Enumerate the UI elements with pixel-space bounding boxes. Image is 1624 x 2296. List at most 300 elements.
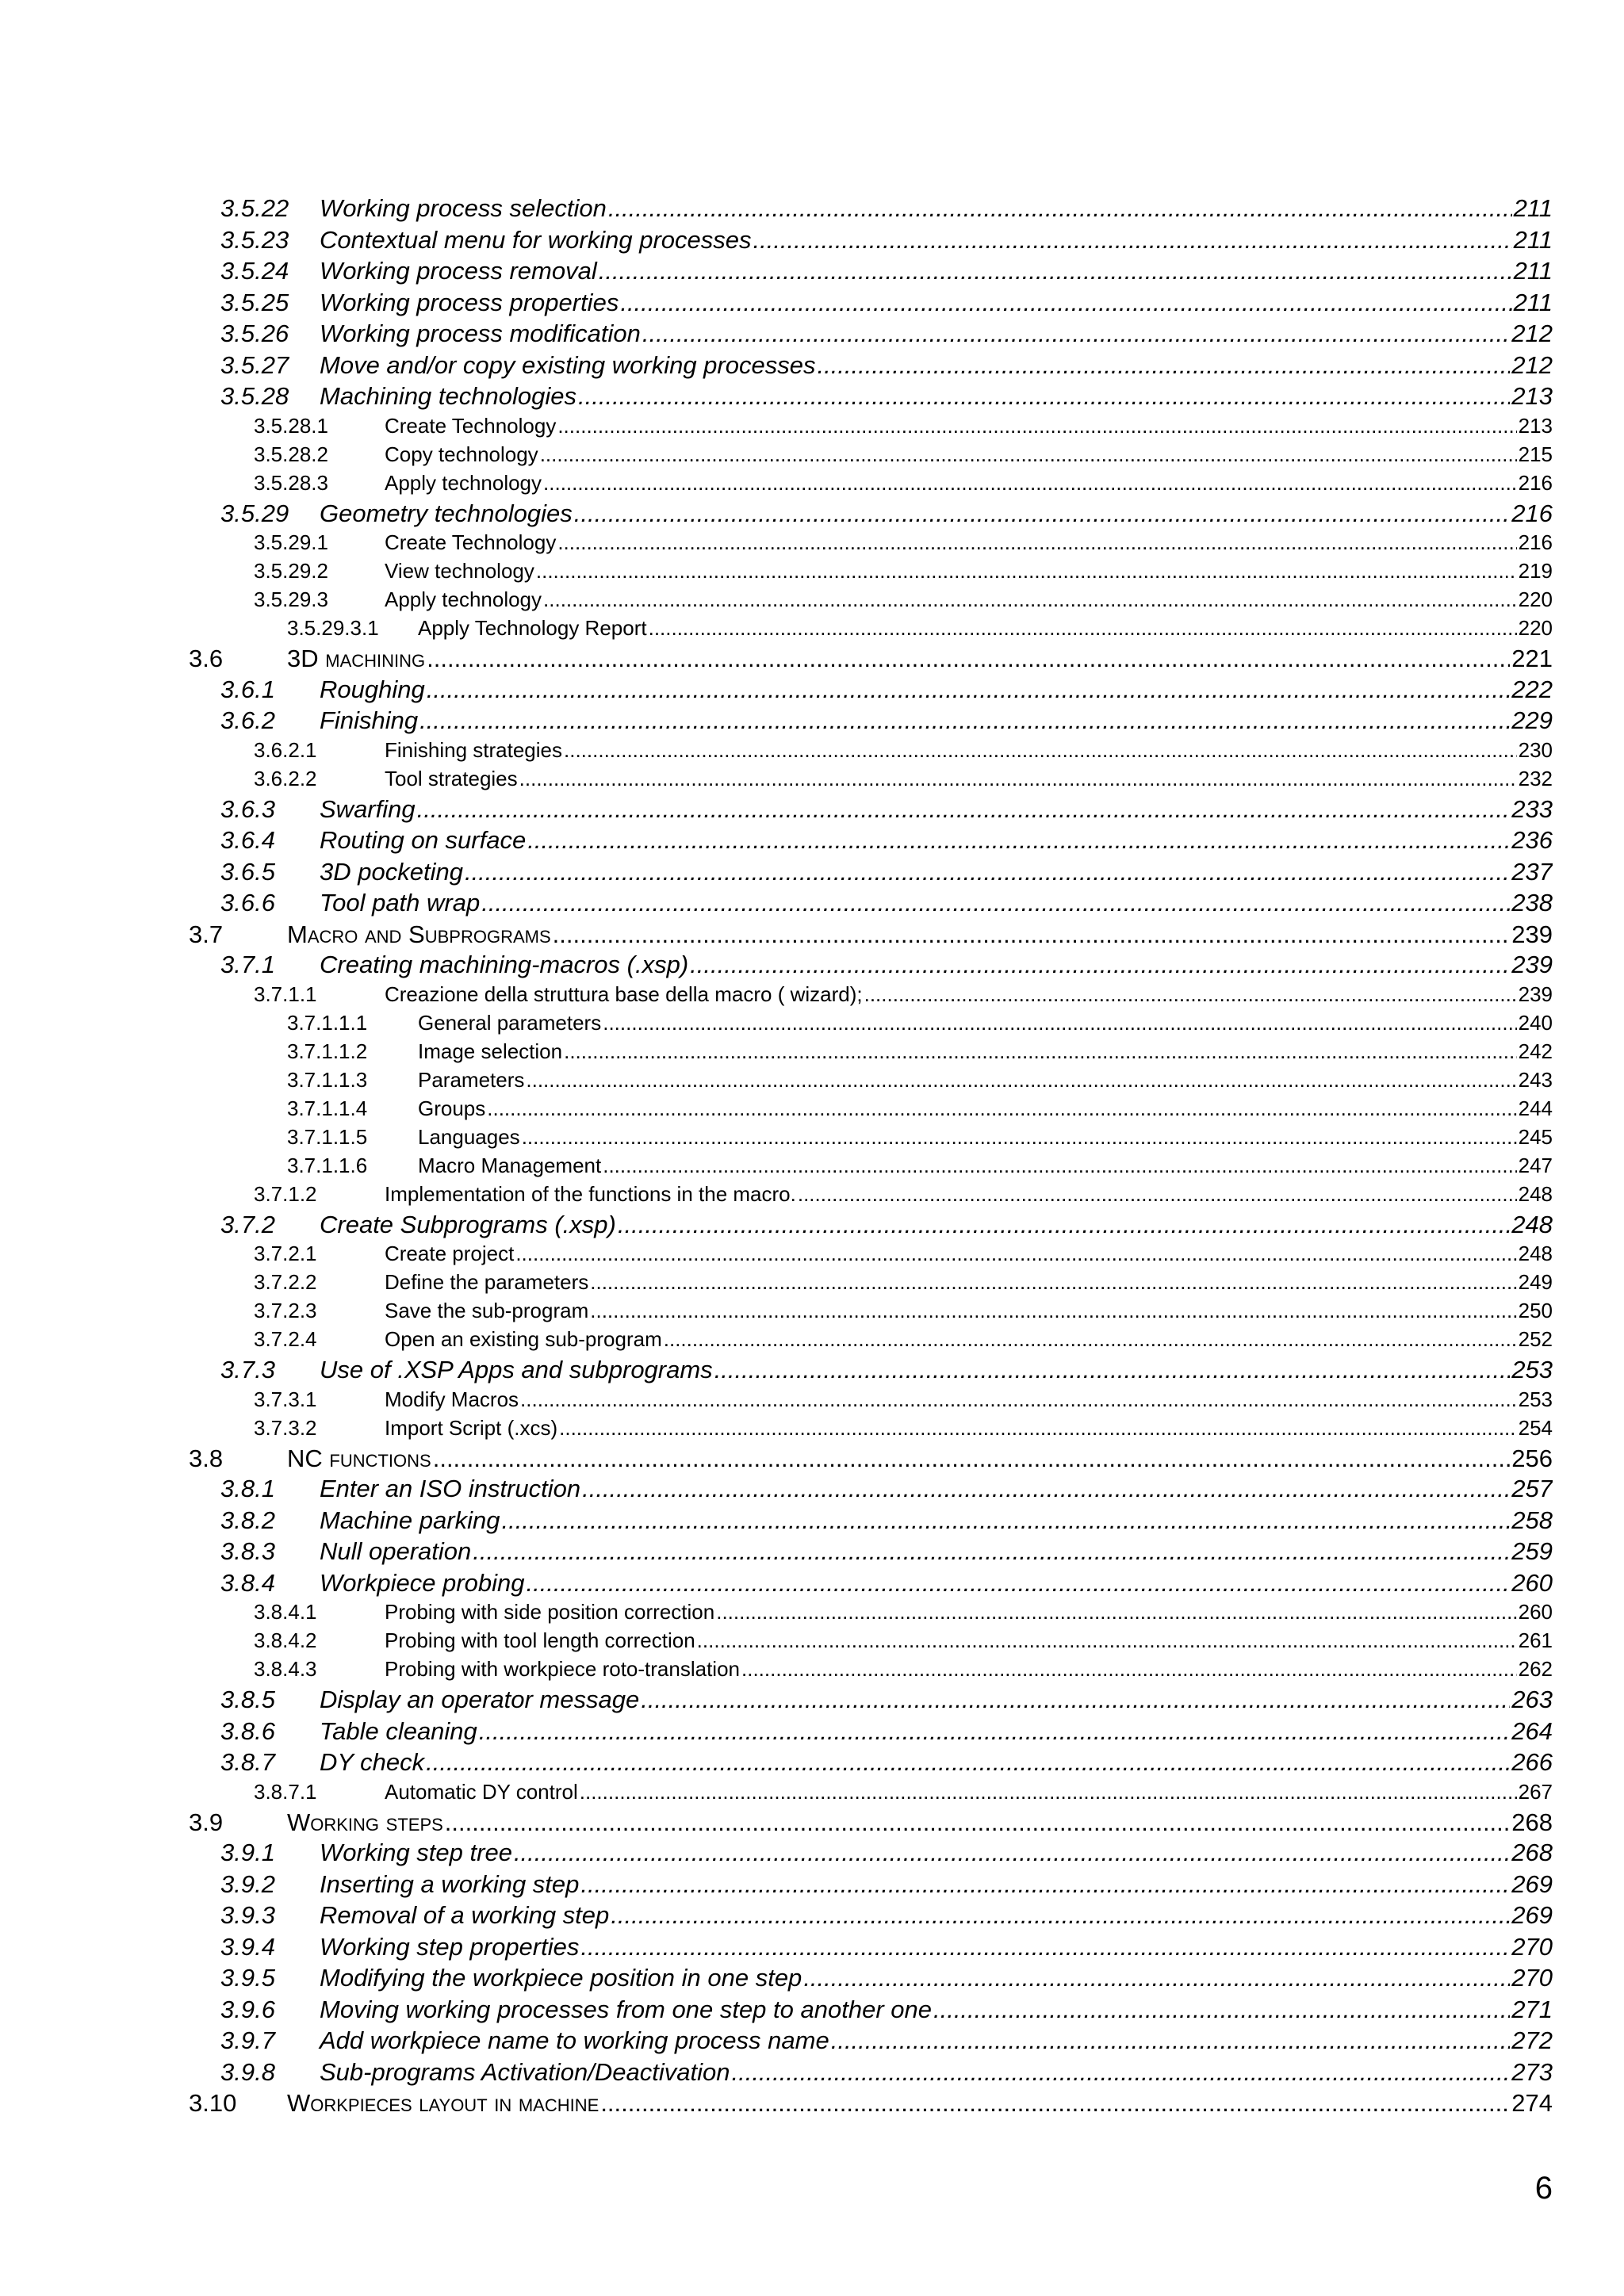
- toc-entry[interactable]: [189, 645, 1553, 675]
- toc-entry-page: 245: [1518, 1124, 1553, 1149]
- toc-entry-title: Workpiece probing: [320, 1568, 525, 1597]
- toc-entry-number: 3.7.3.2: [254, 1415, 317, 1440]
- toc-entry-page: 270: [1511, 1932, 1553, 1961]
- toc-entry-title: Working step tree: [320, 1839, 512, 1866]
- toc-dot-leader: [590, 1299, 1516, 1323]
- toc-entry-title: Probing with tool length correction: [385, 1628, 695, 1652]
- toc-entry-number: 3.5.29.3: [254, 587, 328, 611]
- toc-dot-leader: [445, 1808, 1510, 1837]
- toc-entry-title: Use of .XSP Apps and subprograms: [320, 1356, 713, 1383]
- toc-entry[interactable]: [189, 1242, 1553, 1270]
- toc-entry-number: 3.6.2.2: [254, 766, 317, 790]
- toc-entry-page: 232: [1518, 766, 1553, 790]
- toc-entry[interactable]: [189, 1996, 1553, 2027]
- toc-entry-number: 3.8.5: [220, 1686, 275, 1713]
- toc-entry-title: Apply technology: [385, 470, 542, 495]
- toc-entry-title: Enter an ISO instruction: [320, 1475, 581, 1502]
- toc-entry-page: 213: [1518, 413, 1553, 438]
- toc-entry-page: 233: [1511, 794, 1553, 823]
- toc-entry-page: 220: [1518, 616, 1553, 640]
- toc-entry[interactable]: [189, 1686, 1553, 1717]
- toc-dot-leader: [690, 951, 1510, 979]
- toc-dot-leader: [417, 795, 1511, 824]
- toc-entry-page: 221: [1511, 645, 1553, 672]
- toc-entry-number: 3.7.3: [220, 1356, 275, 1383]
- toc-dot-leader: [514, 1839, 1510, 1867]
- toc-entry-page: 268: [1511, 1839, 1553, 1866]
- toc-entry-title: Geometry technologies: [320, 499, 573, 527]
- toc-entry-page: 260: [1511, 1568, 1553, 1597]
- toc-dot-leader: [642, 320, 1510, 348]
- toc-entry[interactable]: [189, 226, 1553, 258]
- toc-entry[interactable]: [189, 1445, 1553, 1475]
- toc-dot-leader: [520, 1387, 1517, 1412]
- toc-dot-leader: [515, 1242, 1516, 1266]
- toc-entry-number: 3.7.1.1.4: [287, 1096, 368, 1120]
- toc-entry-page: 213: [1511, 382, 1553, 410]
- toc-entry-page: 247: [1518, 1153, 1553, 1177]
- toc-dot-leader: [559, 1416, 1516, 1441]
- toc-entry-number: 3.8.1: [220, 1475, 275, 1502]
- toc-entry-page: 254: [1518, 1415, 1553, 1440]
- toc-entry-number: 3.6.6: [220, 889, 275, 916]
- toc-entry[interactable]: [189, 499, 1553, 531]
- toc-entry-title: Tool path wrap: [320, 889, 481, 916]
- toc-entry[interactable]: [189, 1964, 1553, 1996]
- toc-entry-page: 244: [1518, 1096, 1553, 1120]
- toc-entry-title: NC functions: [287, 1444, 431, 1472]
- toc-dot-leader: [580, 1933, 1510, 1961]
- toc-entry-page: 253: [1518, 1387, 1553, 1411]
- toc-entry[interactable]: [189, 414, 1553, 442]
- toc-entry[interactable]: [189, 382, 1553, 414]
- toc-entry-number: 3.8.4.2: [254, 1628, 317, 1652]
- toc-entry-number: 3.5.27: [220, 350, 289, 379]
- toc-entry-number: 3.8.7: [220, 1748, 275, 1776]
- toc-entry-page: 253: [1511, 1356, 1553, 1383]
- toc-entry-number: 3.7.1.1.6: [287, 1153, 368, 1177]
- toc-entry-title: Removal of a working step: [320, 1901, 610, 1929]
- toc-entry-number: 3.5.22: [220, 194, 289, 222]
- toc-entry-title: Apply technology: [385, 587, 542, 611]
- toc-entry-page: 238: [1511, 889, 1553, 916]
- toc-entry[interactable]: [189, 1356, 1553, 1387]
- toc-dot-leader: [582, 1475, 1510, 1503]
- toc-entry-number: 3.7.1.1.1: [287, 1010, 368, 1035]
- toc-entry-page: 250: [1518, 1299, 1553, 1322]
- toc-dot-leader: [603, 1011, 1516, 1035]
- toc-entry-number: 3.8.7.1: [254, 1779, 317, 1804]
- toc-dot-leader: [526, 1569, 1510, 1598]
- toc-entry[interactable]: [189, 1096, 1553, 1125]
- toc-entry-number: 3.5.23: [220, 225, 289, 254]
- toc-entry[interactable]: [189, 442, 1553, 471]
- toc-entry-title: Swarfing: [320, 794, 416, 823]
- toc-entry-page: 269: [1511, 1869, 1553, 1898]
- toc-entry-title: Import Script (.xcs): [385, 1415, 558, 1440]
- toc-entry-title: Working process removal: [320, 257, 597, 285]
- toc-entry[interactable]: [189, 767, 1553, 795]
- toc-entry-number: 3.9.4: [220, 1932, 275, 1961]
- toc-dot-leader: [590, 1270, 1516, 1295]
- page-number: 6: [1534, 2171, 1553, 2206]
- toc-entry-page: 243: [1518, 1067, 1553, 1092]
- toc-entry-title: Working process modification: [320, 320, 641, 347]
- toc-entry-number: 3.8.2: [220, 1506, 275, 1534]
- toc-entry[interactable]: [189, 1901, 1553, 1933]
- toc-entry[interactable]: [189, 616, 1553, 645]
- toc-entry-title: Save the sub-program: [385, 1299, 589, 1322]
- toc-dot-leader: [557, 414, 1516, 438]
- toc-entry-number: 3.7: [189, 920, 224, 948]
- toc-entry-title: Probing with side position correction: [385, 1600, 715, 1624]
- toc-entry-page: 264: [1511, 1716, 1553, 1745]
- toc-entry-title: Moving working processes from one step to another one: [320, 1995, 932, 2023]
- toc-entry[interactable]: [189, 1717, 1553, 1749]
- toc-entry-page: 258: [1511, 1506, 1553, 1534]
- toc-entry-title: Probing with workpiece roto-translation: [385, 1657, 740, 1681]
- toc-dot-leader: [618, 1211, 1510, 1239]
- toc-entry-title: General parameters: [418, 1010, 602, 1035]
- toc-entry-number: 3.5.24: [220, 257, 289, 285]
- toc-entry[interactable]: [189, 587, 1553, 616]
- toc-entry[interactable]: [189, 530, 1553, 559]
- toc-entry[interactable]: [189, 795, 1553, 827]
- toc-entry[interactable]: [189, 1628, 1553, 1657]
- toc-dot-leader: [580, 1780, 1517, 1804]
- toc-entry-number: 3.7.2: [220, 1210, 275, 1238]
- toc-dot-leader: [522, 1125, 1517, 1150]
- toc-entry-page: 262: [1518, 1657, 1553, 1681]
- toc-entry-page: 239: [1511, 920, 1553, 948]
- toc-entry[interactable]: [189, 471, 1553, 499]
- toc-entry[interactable]: [189, 1600, 1553, 1628]
- toc-entry-title: Parameters: [418, 1067, 525, 1092]
- toc-entry-number: 3.5.28.3: [254, 470, 328, 495]
- toc-entry-title: Macro and Subprograms: [287, 920, 551, 948]
- toc-entry[interactable]: [189, 982, 1553, 1011]
- toc-dot-leader: [731, 2058, 1510, 2087]
- toc-dot-leader: [753, 226, 1511, 254]
- toc-entry-page: 230: [1518, 737, 1553, 762]
- toc-entry-number: 3.6.3: [220, 794, 275, 823]
- toc-entry[interactable]: [189, 858, 1553, 890]
- toc-entry-page: 260: [1518, 1600, 1553, 1624]
- toc-entry-title: Contextual menu for working processes: [320, 225, 752, 254]
- toc-entry-title: Implementation of the functions in the macro.: [385, 1181, 796, 1206]
- toc-entry-number: 3.8.4.1: [254, 1600, 317, 1624]
- toc-dot-leader: [714, 1356, 1511, 1384]
- toc-entry[interactable]: [189, 289, 1553, 320]
- toc-entry-number: 3.8.4: [220, 1568, 275, 1597]
- toc-entry-title: Machine parking: [320, 1506, 500, 1534]
- toc-entry-page: 219: [1518, 559, 1553, 583]
- toc-entry[interactable]: [189, 2026, 1553, 2058]
- toc-entry[interactable]: [189, 1182, 1553, 1211]
- toc-entry-page: 211: [1513, 257, 1553, 285]
- toc-dot-leader: [817, 351, 1510, 380]
- toc-entry-title: Modifying the workpiece position in one step: [320, 1964, 802, 1992]
- toc-entry-number: 3.7.2.2: [254, 1270, 317, 1294]
- toc-entry-title: Automatic DY control: [385, 1779, 578, 1804]
- toc-entry-page: 236: [1511, 826, 1553, 854]
- toc-entry-number: 3.6.1: [220, 675, 275, 703]
- toc-dot-leader: [527, 826, 1510, 855]
- toc-entry-title: Working step properties: [320, 1932, 580, 1961]
- toc-entry[interactable]: [189, 1506, 1553, 1538]
- toc-entry-page: 248: [1518, 1242, 1553, 1265]
- toc-entry-number: 3.9.2: [220, 1869, 275, 1898]
- toc-entry-title: Null operation: [320, 1537, 472, 1565]
- toc-entry-number: 3.7.2.4: [254, 1327, 317, 1351]
- toc-entry[interactable]: [189, 1154, 1553, 1182]
- toc-dot-leader: [649, 616, 1517, 641]
- toc-entry-number: 3.6.4: [220, 826, 275, 854]
- toc-entry-page: 211: [1513, 225, 1553, 254]
- toc-entry-title: Move and/or copy existing working processes: [320, 350, 816, 379]
- toc-entry[interactable]: [189, 889, 1553, 920]
- toc-entry-title: Create Technology: [385, 413, 557, 438]
- toc-entry-page: 271: [1511, 1995, 1553, 2023]
- toc-entry-number: 3.5.29.1: [254, 530, 328, 554]
- toc-entry-title: Create Technology: [385, 530, 557, 554]
- toc-entry-title: Macro Management: [418, 1153, 602, 1177]
- toc-entry-title: Tool strategies: [385, 766, 518, 790]
- toc-dot-leader: [608, 194, 1512, 223]
- toc-entry-number: 3.8: [189, 1444, 224, 1472]
- toc-dot-leader: [798, 1182, 1517, 1207]
- toc-entry[interactable]: [189, 1839, 1553, 1870]
- toc-entry-title: Define the parameters: [385, 1270, 589, 1294]
- toc-dot-leader: [664, 1327, 1517, 1352]
- toc-entry-page: 229: [1511, 706, 1553, 734]
- toc-entry-number: 3.5.28: [220, 382, 289, 410]
- toc-dot-leader: [611, 1901, 1510, 1930]
- toc-entry-number: 3.9.5: [220, 1964, 275, 1992]
- toc-entry-number: 3.7.1: [220, 951, 275, 978]
- toc-dot-leader: [540, 442, 1517, 467]
- toc-entry-number: 3.9.6: [220, 1995, 275, 2023]
- toc-entry-title: Inserting a working step: [320, 1869, 580, 1898]
- toc-entry-number: 3.5.29: [220, 499, 289, 527]
- toc-entry-page: 274: [1511, 2089, 1553, 2117]
- toc-dot-leader: [519, 767, 1517, 791]
- toc-dot-leader: [543, 587, 1517, 612]
- toc-entry[interactable]: [189, 257, 1553, 289]
- toc-entry-page: 220: [1518, 587, 1553, 611]
- toc-entry-title: Image selection: [418, 1039, 563, 1063]
- toc-dot-leader: [465, 858, 1510, 886]
- toc-entry-title: Working process selection: [320, 194, 607, 222]
- toc-entry-page: 259: [1511, 1537, 1553, 1565]
- toc-entry[interactable]: [189, 1299, 1553, 1327]
- toc-entry[interactable]: [189, 1808, 1553, 1839]
- toc-entry-page: 257: [1511, 1475, 1553, 1502]
- toc-dot-leader: [433, 1445, 1511, 1473]
- toc-entry[interactable]: [189, 1780, 1553, 1808]
- toc-entry-title: Create Subprograms (.xsp): [320, 1210, 616, 1238]
- toc-entry-page: 222: [1511, 675, 1553, 703]
- toc-entry-page: 269: [1511, 1901, 1553, 1929]
- toc-entry-page: 252: [1518, 1327, 1553, 1351]
- toc-entry[interactable]: [189, 1011, 1553, 1039]
- toc-entry-page: 212: [1511, 320, 1553, 347]
- toc-entry-title: Roughing: [320, 675, 425, 703]
- toc-entry-page: 270: [1511, 1964, 1553, 1992]
- toc-entry[interactable]: [189, 675, 1553, 707]
- toc-entry-number: 3.7.1.2: [254, 1181, 317, 1206]
- toc-entry-page: 216: [1518, 530, 1553, 554]
- toc-entry[interactable]: [189, 351, 1553, 383]
- toc-entry[interactable]: [189, 1068, 1553, 1096]
- toc-entry-page: 211: [1513, 288, 1553, 316]
- toc-entry-number: 3.6.2: [220, 706, 275, 734]
- toc-entry-number: 3.6.5: [220, 857, 275, 886]
- toc-entry-page: 267: [1518, 1779, 1553, 1804]
- toc-entry-number: 3.9.8: [220, 2057, 275, 2086]
- toc-entry-title: Modify Macros: [385, 1387, 519, 1411]
- toc-dot-leader: [427, 645, 1510, 673]
- toc-dot-leader: [803, 1964, 1510, 1992]
- toc-entry-title: 3D pocketing: [320, 857, 463, 886]
- toc-entry-title: Open an existing sub-program: [385, 1327, 662, 1351]
- toc-entry-title: Working process properties: [320, 288, 619, 316]
- toc-entry-page: 239: [1518, 982, 1553, 1006]
- toc-entry-title: Create project: [385, 1242, 515, 1265]
- toc-dot-leader: [564, 1039, 1517, 1064]
- toc-entry-number: 3.9: [189, 1808, 224, 1836]
- toc-entry-page: 240: [1518, 1010, 1553, 1035]
- toc-entry-number: 3.7.2.3: [254, 1299, 317, 1322]
- toc-entry[interactable]: [189, 706, 1553, 738]
- toc-dot-leader: [864, 982, 1517, 1007]
- toc-dot-leader: [479, 1717, 1510, 1746]
- toc-entry[interactable]: [189, 826, 1553, 858]
- toc-entry-number: 3.6: [189, 645, 224, 672]
- toc-dot-leader: [553, 920, 1511, 949]
- toc-entry-title: Routing on surface: [320, 826, 527, 854]
- toc-entry[interactable]: [189, 1270, 1553, 1299]
- toc-dot-leader: [487, 1096, 1516, 1121]
- toc-entry-page: 248: [1518, 1181, 1553, 1206]
- toc-entry[interactable]: [189, 1125, 1553, 1154]
- toc-dot-leader: [557, 530, 1516, 555]
- toc-dot-leader: [427, 675, 1511, 704]
- toc-entry-title: Finishing strategies: [385, 737, 562, 762]
- toc-entry-page: 237: [1511, 857, 1553, 886]
- toc-entry[interactable]: [189, 2058, 1553, 2090]
- toc-dot-leader: [831, 2026, 1511, 2055]
- toc-dot-leader: [501, 1506, 1510, 1535]
- toc-dot-leader: [599, 257, 1512, 285]
- toc-entry[interactable]: [189, 1211, 1553, 1242]
- toc-entry[interactable]: [189, 1327, 1553, 1356]
- toc-entry-number: 3.9.3: [220, 1901, 275, 1929]
- toc-entry-title: Finishing: [320, 706, 419, 734]
- toc-entry-page: 211: [1513, 194, 1553, 222]
- toc-entry-page: 256: [1511, 1444, 1553, 1472]
- toc-entry-number: 3.7.2.1: [254, 1242, 317, 1265]
- toc-entry-page: 249: [1518, 1270, 1553, 1294]
- toc-entry-number: 3.9.1: [220, 1839, 275, 1866]
- toc-entry[interactable]: [189, 559, 1553, 587]
- toc-entry[interactable]: [189, 1537, 1553, 1569]
- toc-entry-number: 3.5.28.2: [254, 442, 328, 466]
- toc-entry-number: 3.7.3.1: [254, 1387, 317, 1411]
- toc-dot-leader: [426, 1748, 1510, 1777]
- toc-entry[interactable]: [189, 320, 1553, 351]
- toc-entry[interactable]: [189, 194, 1553, 226]
- toc-entry-title: Creating machining-macros (.xsp): [320, 951, 689, 978]
- toc-entry[interactable]: [189, 1748, 1553, 1780]
- toc-entry[interactable]: [189, 1870, 1553, 1902]
- toc-entry-title: Workpieces layout in machine: [287, 2089, 599, 2117]
- toc-entry-page: 216: [1511, 499, 1553, 527]
- toc-dot-leader: [933, 1996, 1510, 2024]
- toc-entry-page: 272: [1511, 2026, 1553, 2054]
- toc-entry-page: 266: [1511, 1748, 1553, 1776]
- toc-entry-title: Table cleaning: [320, 1716, 477, 1745]
- toc-dot-leader: [526, 1068, 1516, 1093]
- toc-entry-page: 216: [1518, 470, 1553, 495]
- toc-dot-leader: [603, 1154, 1516, 1178]
- toc-entry-number: 3.7.1.1.3: [287, 1067, 368, 1092]
- toc-dot-leader: [574, 499, 1510, 528]
- toc-entry[interactable]: [189, 951, 1553, 982]
- toc-entry[interactable]: [189, 1039, 1553, 1068]
- toc-entry[interactable]: [189, 1569, 1553, 1601]
- toc-entry-number: 3.5.28.1: [254, 413, 328, 438]
- toc-entry-title: Sub-programs Activation/Deactivation: [320, 2057, 730, 2086]
- toc-entry-title: DY check: [320, 1748, 425, 1776]
- toc-entry-number: 3.5.29.2: [254, 559, 328, 583]
- toc-entry[interactable]: [189, 2089, 1553, 2120]
- toc-entry[interactable]: [189, 738, 1553, 767]
- toc-dot-leader: [716, 1600, 1516, 1624]
- toc-entry[interactable]: [189, 1657, 1553, 1686]
- toc-entry-title: Languages: [418, 1124, 520, 1149]
- toc-entry-number: 3.5.25: [220, 288, 289, 316]
- toc-entry-page: 268: [1511, 1808, 1553, 1836]
- toc-dot-leader: [641, 1686, 1510, 1714]
- toc-entry[interactable]: [189, 1933, 1553, 1965]
- toc-entry[interactable]: [189, 1416, 1553, 1445]
- toc-entry[interactable]: [189, 1387, 1553, 1416]
- toc-entry[interactable]: [189, 1475, 1553, 1506]
- toc-dot-leader: [543, 471, 1517, 496]
- toc-dot-leader: [580, 1870, 1510, 1899]
- toc-dot-leader: [473, 1537, 1510, 1566]
- toc-entry-page: 212: [1511, 350, 1553, 379]
- toc-entry-title: Creazione della struttura base della macro ( wizard);: [385, 982, 863, 1006]
- toc-entry-title: Working steps: [287, 1808, 443, 1836]
- toc-dot-leader: [419, 706, 1510, 735]
- toc-entry-page: 261: [1518, 1628, 1553, 1652]
- toc-dot-leader: [578, 382, 1510, 411]
- toc-entry-page: 239: [1511, 951, 1553, 978]
- toc-entry-number: 3.9.7: [220, 2026, 275, 2054]
- toc-entry-number: 3.8.4.3: [254, 1657, 317, 1681]
- toc-entry-title: Apply Technology Report: [418, 616, 647, 640]
- table-of-contents: [189, 194, 1553, 2120]
- toc-entry[interactable]: [189, 920, 1553, 951]
- toc-dot-leader: [620, 289, 1511, 317]
- toc-dot-leader: [481, 889, 1510, 917]
- toc-entry-number: 3.7.1.1: [254, 982, 317, 1006]
- toc-entry-page: 263: [1511, 1686, 1553, 1713]
- toc-dot-leader: [697, 1628, 1517, 1653]
- toc-dot-leader: [564, 738, 1517, 763]
